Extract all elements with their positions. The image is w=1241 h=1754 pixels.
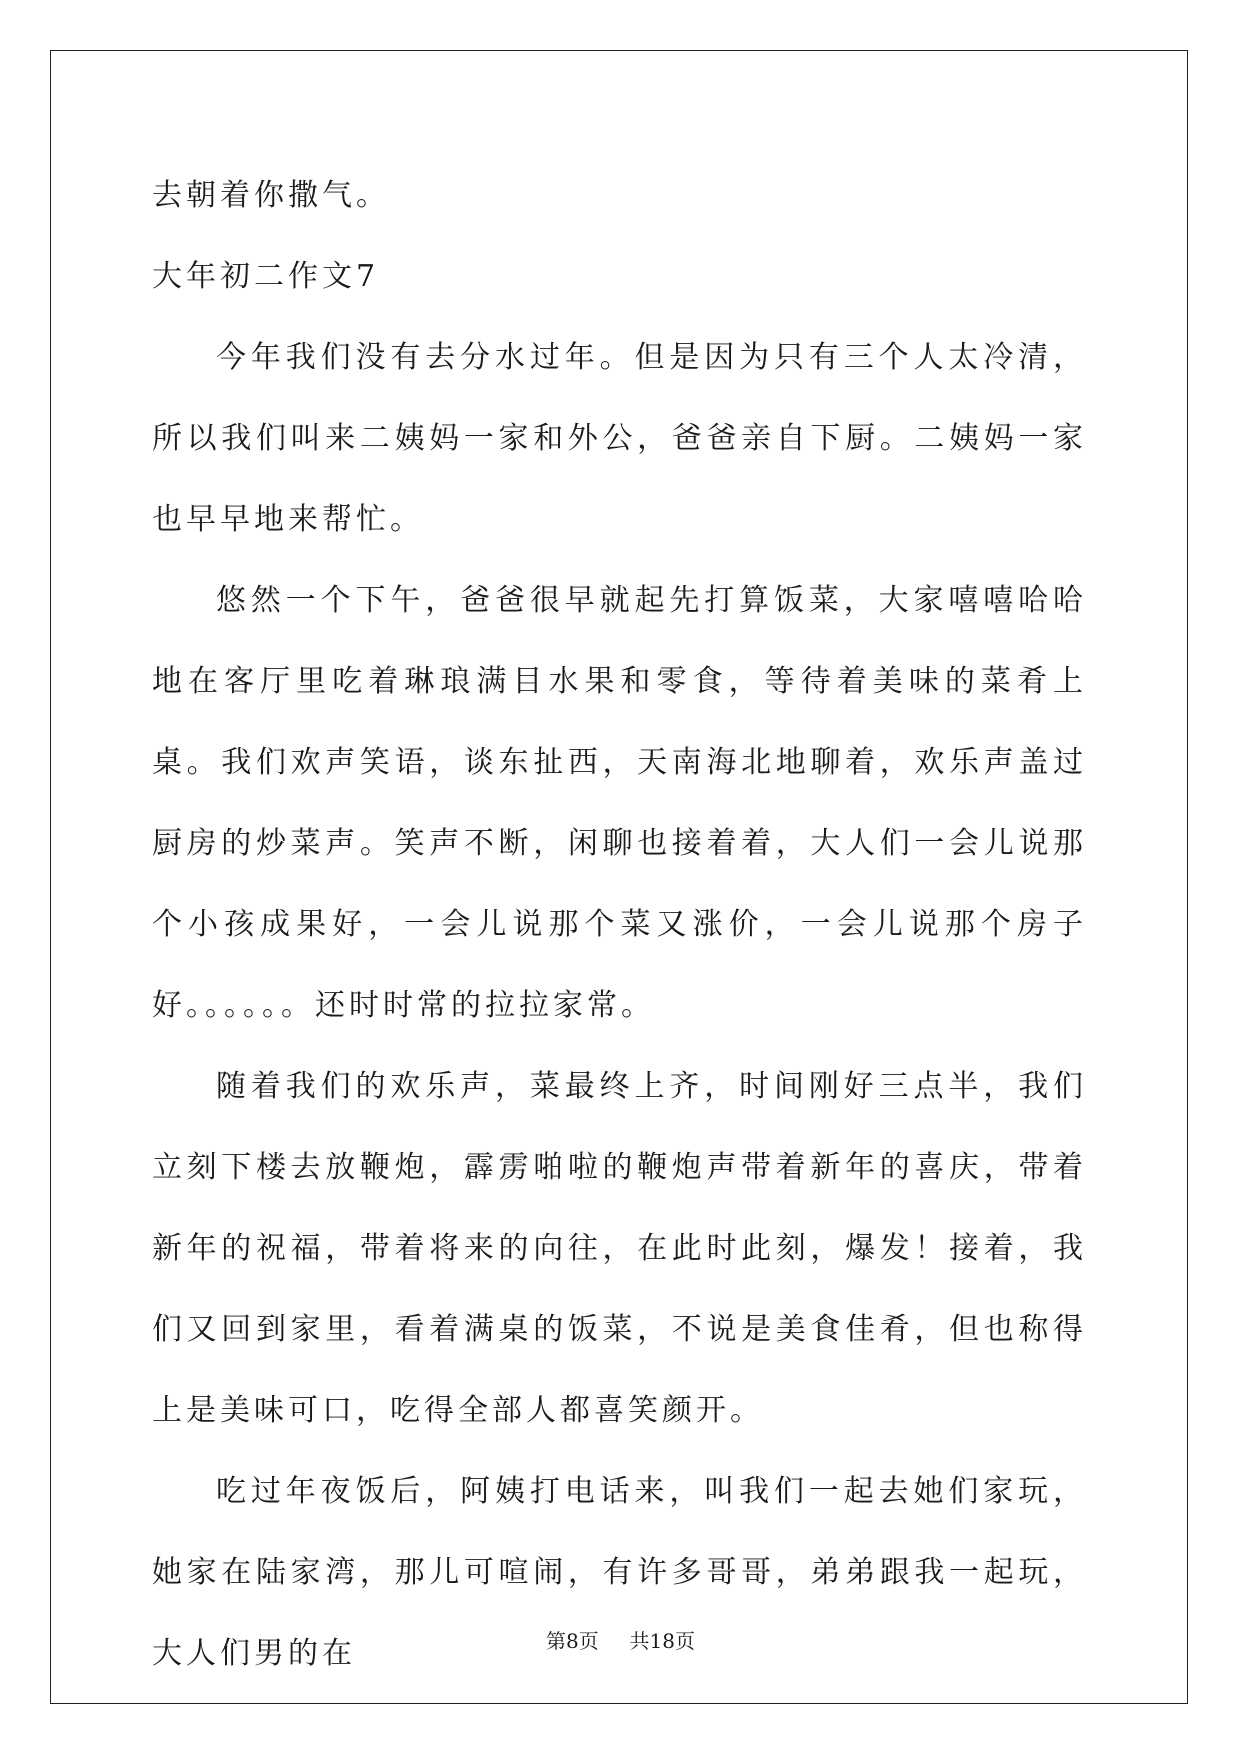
paragraph: 悠然一个下午，爸爸很早就起先打算饭菜，大家嘻嘻哈哈地在客厅里吃着琳琅满目水果和零食，等待着美味的菜肴上桌。我们欢声笑语，谈东扯西，天南海北地聊着，欢乐声盖过厨房的炒菜声。笑声不断，闲聊也接着着，大人们一会儿说那个小孩成果好，一会儿说那个菜又涨价，一会儿说那个房子好。。。。。。还时时常的拉拉家常。 <box>152 583 1087 1023</box>
page-total: 共18页 <box>629 1629 695 1653</box>
page-footer <box>0 1625 1241 1654</box>
essay-heading: 大年初二作文7 <box>152 259 380 294</box>
paragraph-continuation: 去朝着你撒气。 <box>152 178 390 213</box>
paragraph: 吃过年夜饭后，阿姨打电话来，叫我们一起去她们家玩，她家在陆家湾，那儿可喧闹，有许多哥哥，弟弟跟我一起玩，大人们男的在 <box>152 1474 1087 1671</box>
paragraph: 随着我们的欢乐声，菜最终上齐，时间刚好三点半，我们立刻下楼去放鞭炮，霹雳啪啦的鞭炮声带着新年的喜庆，带着新年的祝福，带着将来的向往，在此时此刻，爆发！接着，我们又回到家里，看着满桌的饭菜，不说是美食佳肴，但也称得上是美味可口，吃得全部人都喜笑颜开。 <box>152 1069 1087 1428</box>
document-body <box>152 155 1087 1694</box>
paragraph: 今年我们没有去分水过年。但是因为只有三个人太冷清，所以我们叫来二姨妈一家和外公，爸爸亲自下厨。二姨妈一家也早早地来帮忙。 <box>152 340 1087 537</box>
page-number: 第8页 <box>546 1629 599 1653</box>
